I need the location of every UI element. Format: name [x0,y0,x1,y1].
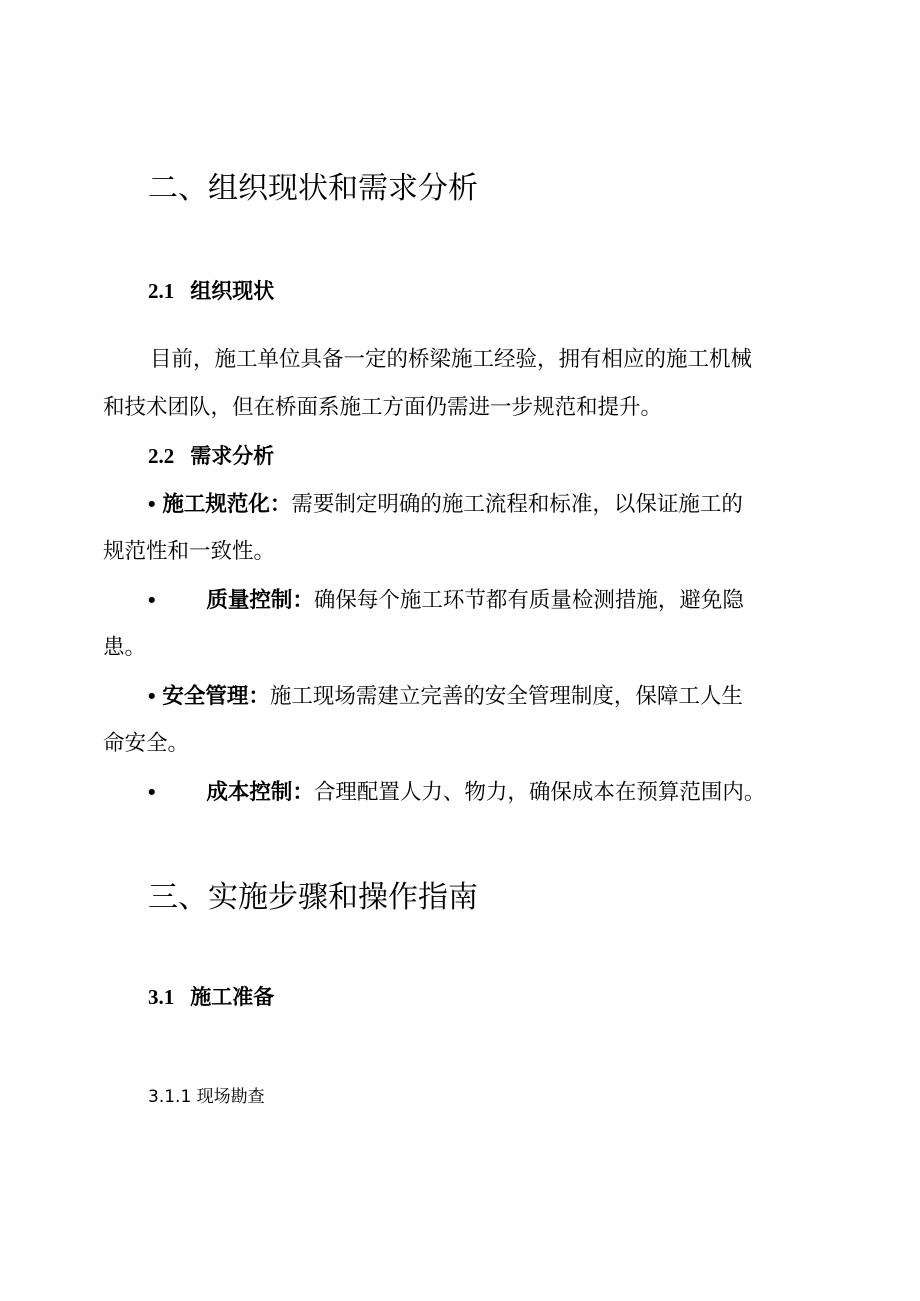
paragraph-2-1-line-2: 和技术团队，但在桥面系施工方面仍需进一步规范和提升。 [103,395,663,420]
bullet-mark: • [148,492,156,516]
subsection-2-2-title: 需求分析 [190,444,275,468]
bullet-item [148,490,743,519]
subsection-2-2-number: 2.2 [148,444,175,468]
subsection-2-1-number: 2.1 [148,279,175,303]
bullet-text-continued: 命安全。 [103,731,190,756]
section-3-heading: 三、实施步骤和操作指南 [148,880,478,915]
bullet-text-continued: 规范性和一致性。 [103,539,276,564]
subsection-3-1-title: 施工准备 [190,985,275,1009]
bullet-text: 合理配置人力、物力，确保成本在预算范围内。 [313,780,766,805]
bullet-text-continued: 患。 [103,635,147,660]
subsection-2-2-heading [148,442,274,470]
bullet-term: 施工规范化： [162,492,292,517]
bullet-item [148,586,744,615]
subsection-3-1-heading [148,983,274,1011]
bullet-mark: • [148,684,156,708]
section-2-heading: 二、组织现状和需求分析 [148,171,478,206]
bullet-text: 施工现场需建立完善的安全管理制度，保障工人生 [269,684,743,709]
bullet-term: 成本控制： [206,780,314,805]
bullet-term: 安全管理： [162,684,270,709]
bullet-term: 质量控制： [206,588,314,613]
bullet-text: 需要制定明确的施工流程和标准，以保证施工的 [291,492,743,517]
paragraph-2-1-line-1: 目前，施工单位具备一定的桥梁施工经验，拥有相应的施工机械 [150,347,753,372]
subsection-3-1-number: 3.1 [148,985,175,1009]
subsection-2-1-title: 组织现状 [190,279,275,303]
subsection-2-1-heading [148,277,274,305]
subsection-3-1-1-heading: 3.1.1 现场勘查 [148,1087,265,1107]
bullet-text: 确保每个施工环节都有质量检测措施，避免隐 [313,588,744,613]
bullet-mark: • [148,780,156,804]
bullet-item [148,682,743,711]
bullet-mark: • [148,588,156,612]
bullet-item [148,778,765,807]
